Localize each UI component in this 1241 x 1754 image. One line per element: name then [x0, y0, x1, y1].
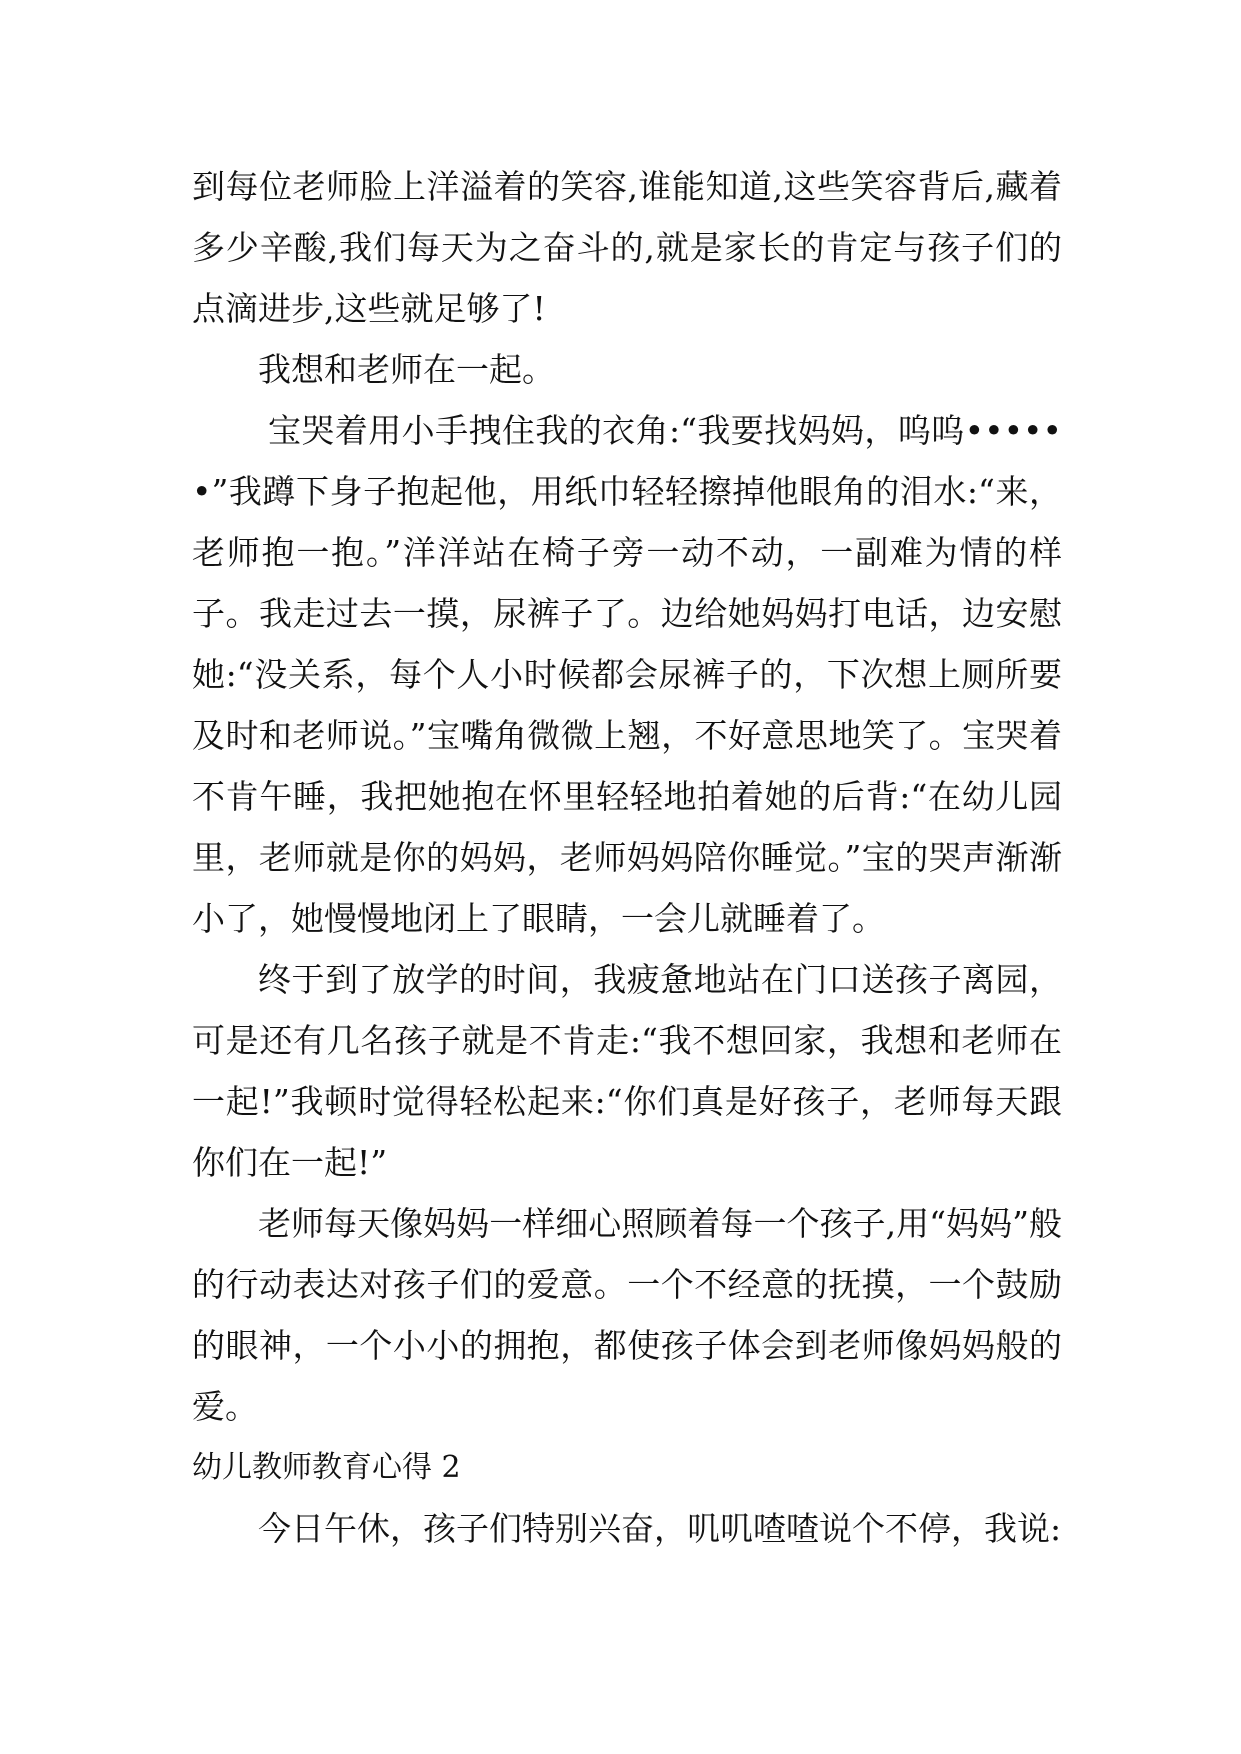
paragraph-3: 宝哭着用小手拽住我的衣角:“我要找妈妈，呜呜••••••”我蹲下身子抱起他，用纸巾轻轻擦掉他眼角的泪水:“来，老师抱一抱。”洋洋站在椅子旁一动不动，一副难为情的样子。我走过去一摸，尿裤子了。边给她妈妈打电话，边安慰她:“没关系，每个人小时候都会尿裤子的，下次想上厕所要及时和老师说。”宝嘴角微微上翘，不好意思地笑了。宝哭着不肯午睡，我把她抱在怀里轻轻地拍着她的后背:“在幼儿园里，老师就是你的妈妈，老师妈妈陪你睡觉。”宝的哭声渐渐小了，她慢慢地闭上了眼睛，一会儿就睡着了。 — [192, 411, 1062, 938]
paragraph-2: 我想和老师在一起。 — [258, 350, 555, 389]
paragraph-5: 老师每天像妈妈一样细心照顾着每一个孩子,用“妈妈”般的行动表达对孩子们的爱意。一个不经意的抚摸，一个鼓励的眼神，一个小小的拥抱，都使孩子体会到老师像妈妈般的爱。 — [192, 1204, 1062, 1426]
paragraph-6: 今日午休，孩子们特别兴奋，叽叽喳喳说个不停，我说: — [258, 1509, 1062, 1548]
document-page — [192, 156, 1062, 1559]
section-heading: 幼儿教师教育心得 2 — [192, 1450, 461, 1485]
paragraph-4: 终于到了放学的时间，我疲惫地站在门口送孩子离园，可是还有几名孩子就是不肯走:“我不想回家，我想和老师在一起!”我顿时觉得轻松起来:“你们真是好孩子，老师每天跟你们在一起!” — [192, 960, 1062, 1182]
paragraph-1: 到每位老师脸上洋溢着的笑容,谁能知道,这些笑容背后,藏着多少辛酸,我们每天为之奋斗的,就是家长的肯定与孩子们的点滴进步,这些就足够了! — [192, 167, 1062, 328]
